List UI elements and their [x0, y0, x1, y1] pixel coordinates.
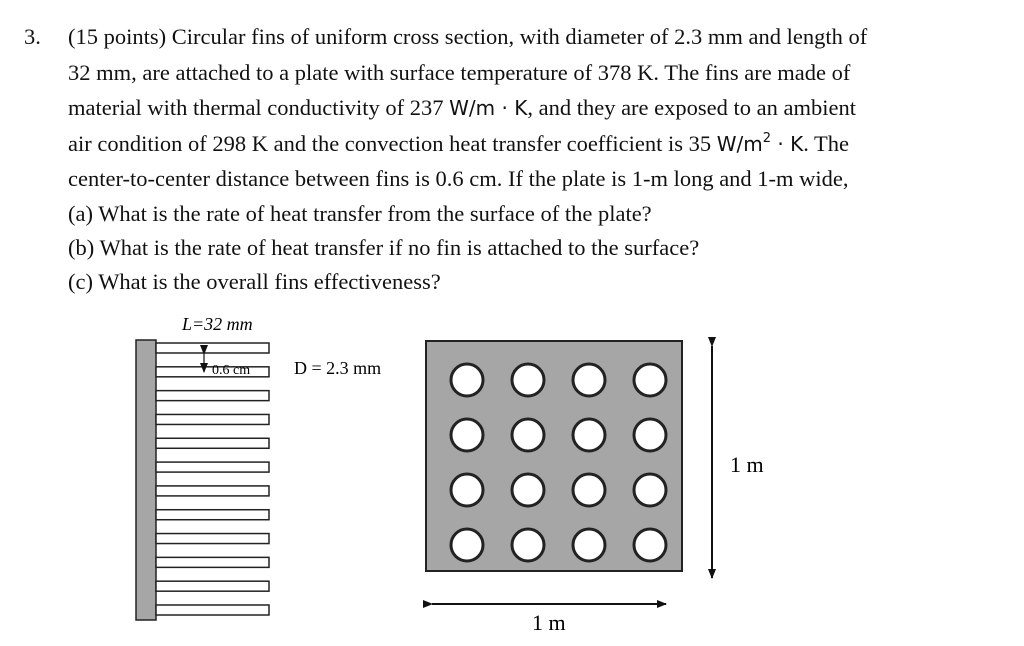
fin-cross-section: [573, 474, 605, 506]
fin-cross-section: [634, 529, 666, 561]
fin-cross-section: [634, 474, 666, 506]
side-fin: [156, 557, 269, 567]
spacing-label: 0.6 cm: [212, 363, 251, 378]
problem-text-1: (15 points) Circular fins of uniform cross section, with diameter of 2.3 mm and length of: [68, 24, 868, 49]
side-fin: [156, 581, 269, 591]
side-fin: [156, 510, 269, 520]
side-fin: [156, 414, 269, 424]
fin-cross-section: [451, 419, 483, 451]
problem-text-4b: . The: [803, 131, 850, 156]
problem-line-2: 32 mm, are attached to a plate with surface temperature of 378 K. The fins are made of: [68, 60, 851, 85]
problem-text-3a: material with thermal conductivity of 237: [68, 95, 450, 120]
side-fin: [156, 605, 269, 615]
fin-cross-section: [634, 419, 666, 451]
question-b: (b) What is the rate of heat transfer if no fin is attached to the surface?: [68, 235, 700, 260]
side-fin: [156, 534, 269, 544]
fin-cross-section: [512, 529, 544, 561]
side-fin: [156, 391, 269, 401]
side-fin: [156, 438, 269, 448]
problem-number: 3.: [24, 24, 41, 49]
htc-unit-base: W/m: [716, 132, 763, 156]
problem-text-4a: air condition of 298 K and the convection heat transfer coefficient is 35: [68, 131, 717, 156]
side-fin: [156, 343, 269, 353]
diameter-label: D = 2.3 mm: [294, 358, 382, 378]
fin-cross-section: [512, 364, 544, 396]
side-fin: [156, 486, 269, 496]
front-view-diagram: [426, 341, 764, 635]
side-fin: [156, 462, 269, 472]
fin-cross-section: [512, 474, 544, 506]
width-label: 1 m: [532, 610, 566, 635]
fin-cross-section: [573, 419, 605, 451]
side-fins: [156, 343, 269, 615]
fin-cross-section: [451, 529, 483, 561]
problem-text-3b: , and they are exposed to an ambient: [527, 95, 856, 120]
fin-cross-section: [451, 364, 483, 396]
fin-cross-section: [512, 419, 544, 451]
length-label: L=32 mm: [182, 314, 253, 334]
htc-unit-tail: · K: [771, 132, 804, 156]
fin-cross-section: [451, 474, 483, 506]
side-plate: [136, 340, 156, 620]
height-label: 1 m: [730, 452, 764, 477]
fin-cross-section: [573, 529, 605, 561]
problem-line-5: center-to-center distance between fins is 0.6 cm. If the plate is 1-m long and 1-m wide,: [68, 166, 849, 191]
side-view-diagram: [136, 314, 381, 620]
question-c: (c) What is the overall fins effectiveness?: [68, 269, 441, 294]
fin-cross-section: [573, 364, 605, 396]
fin-cross-section: [634, 364, 666, 396]
htc-unit-exponent: 2: [762, 131, 772, 146]
conductivity-unit: W/m · K: [449, 96, 528, 120]
question-a: (a) What is the rate of heat transfer from the surface of the plate?: [68, 201, 652, 226]
